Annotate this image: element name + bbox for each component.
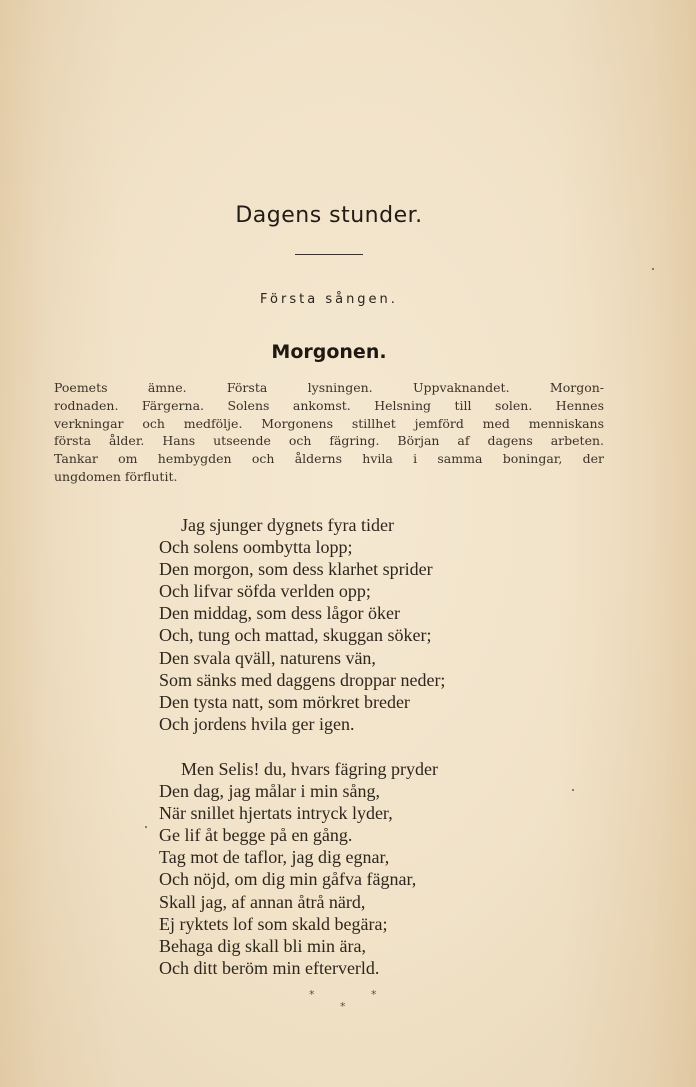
verse-line: Ej ryktets lof som skald begära; bbox=[159, 913, 388, 934]
song-subtitle: Första sången. bbox=[260, 292, 398, 307]
title-divider bbox=[295, 254, 363, 255]
verse-line: Ge lif åt begge på en gång. bbox=[159, 825, 353, 846]
verse-line: Den morgon, som dess klarhet sprider bbox=[159, 559, 433, 580]
verse-line: Skall jag, af annan åtrå närd, bbox=[159, 891, 366, 912]
verse-line: Som sänks med daggens droppar neder; bbox=[159, 669, 446, 690]
verse-line: Och solens oombytta lopp; bbox=[159, 537, 353, 558]
verse-line: Behaga dig skall bli min ära, bbox=[159, 935, 366, 956]
argument-line: Tankar om hembygden och ålderns hvila i samma boningar, der bbox=[54, 451, 604, 467]
argument-line: rodnaden. Färgerna. Solens ankomst. Helsning till solen. Hennes bbox=[54, 397, 604, 413]
print-speck bbox=[145, 826, 147, 828]
verse-line: Och, tung och mattad, skuggan söker; bbox=[159, 625, 432, 646]
argument-line: ungdomen förflutit. bbox=[54, 468, 178, 484]
argument-line: Poemets ämne. Första lysningen. Uppvaknandet. Morgon- bbox=[54, 380, 604, 395]
verse-line: Och lifvar söfda verlden opp; bbox=[159, 581, 371, 602]
verse-line: Tag mot de taflor, jag dig egnar, bbox=[159, 847, 390, 868]
verse-line: Den tysta natt, som mörkret breder bbox=[159, 691, 410, 712]
verse-line: Och ditt beröm min efterverld. bbox=[159, 957, 380, 978]
argument-paragraph bbox=[54, 379, 604, 486]
verse-line: Den svala qväll, naturens vän, bbox=[159, 647, 376, 668]
verse-line: Men Selis! du, hvars fägring pryder bbox=[181, 759, 438, 779]
verse-line: Jag sjunger dygnets fyra tider bbox=[181, 515, 394, 535]
verse-line: När snillet hjertats intryck lyder, bbox=[159, 803, 393, 824]
ornament-star-icon: * bbox=[340, 1000, 346, 1013]
ornament-star-icon: * bbox=[309, 988, 315, 1001]
section-heading: Morgonen. bbox=[271, 341, 387, 363]
verse-line: Och nöjd, om dig min gåfva fägnar, bbox=[159, 869, 417, 890]
stanza-two bbox=[159, 758, 438, 979]
print-speck bbox=[572, 789, 574, 791]
verse-line: Och jordens hvila ger igen. bbox=[159, 713, 355, 734]
verse-line: Den dag, jag målar i min sång, bbox=[159, 781, 380, 802]
print-speck bbox=[652, 268, 654, 270]
stanza-one bbox=[159, 514, 445, 735]
argument-line: första ålder. Hans utseende och fägring. Början af dagens arbeten. bbox=[54, 433, 604, 449]
ornament-star-icon: * bbox=[371, 988, 377, 1001]
argument-line: verkningar och medfölje. Morgonens stillhet jemförd med menniskans bbox=[54, 415, 604, 431]
page-title: Dagens stunder. bbox=[235, 203, 423, 228]
verse-line: Den middag, som dess lågor öker bbox=[159, 603, 400, 624]
